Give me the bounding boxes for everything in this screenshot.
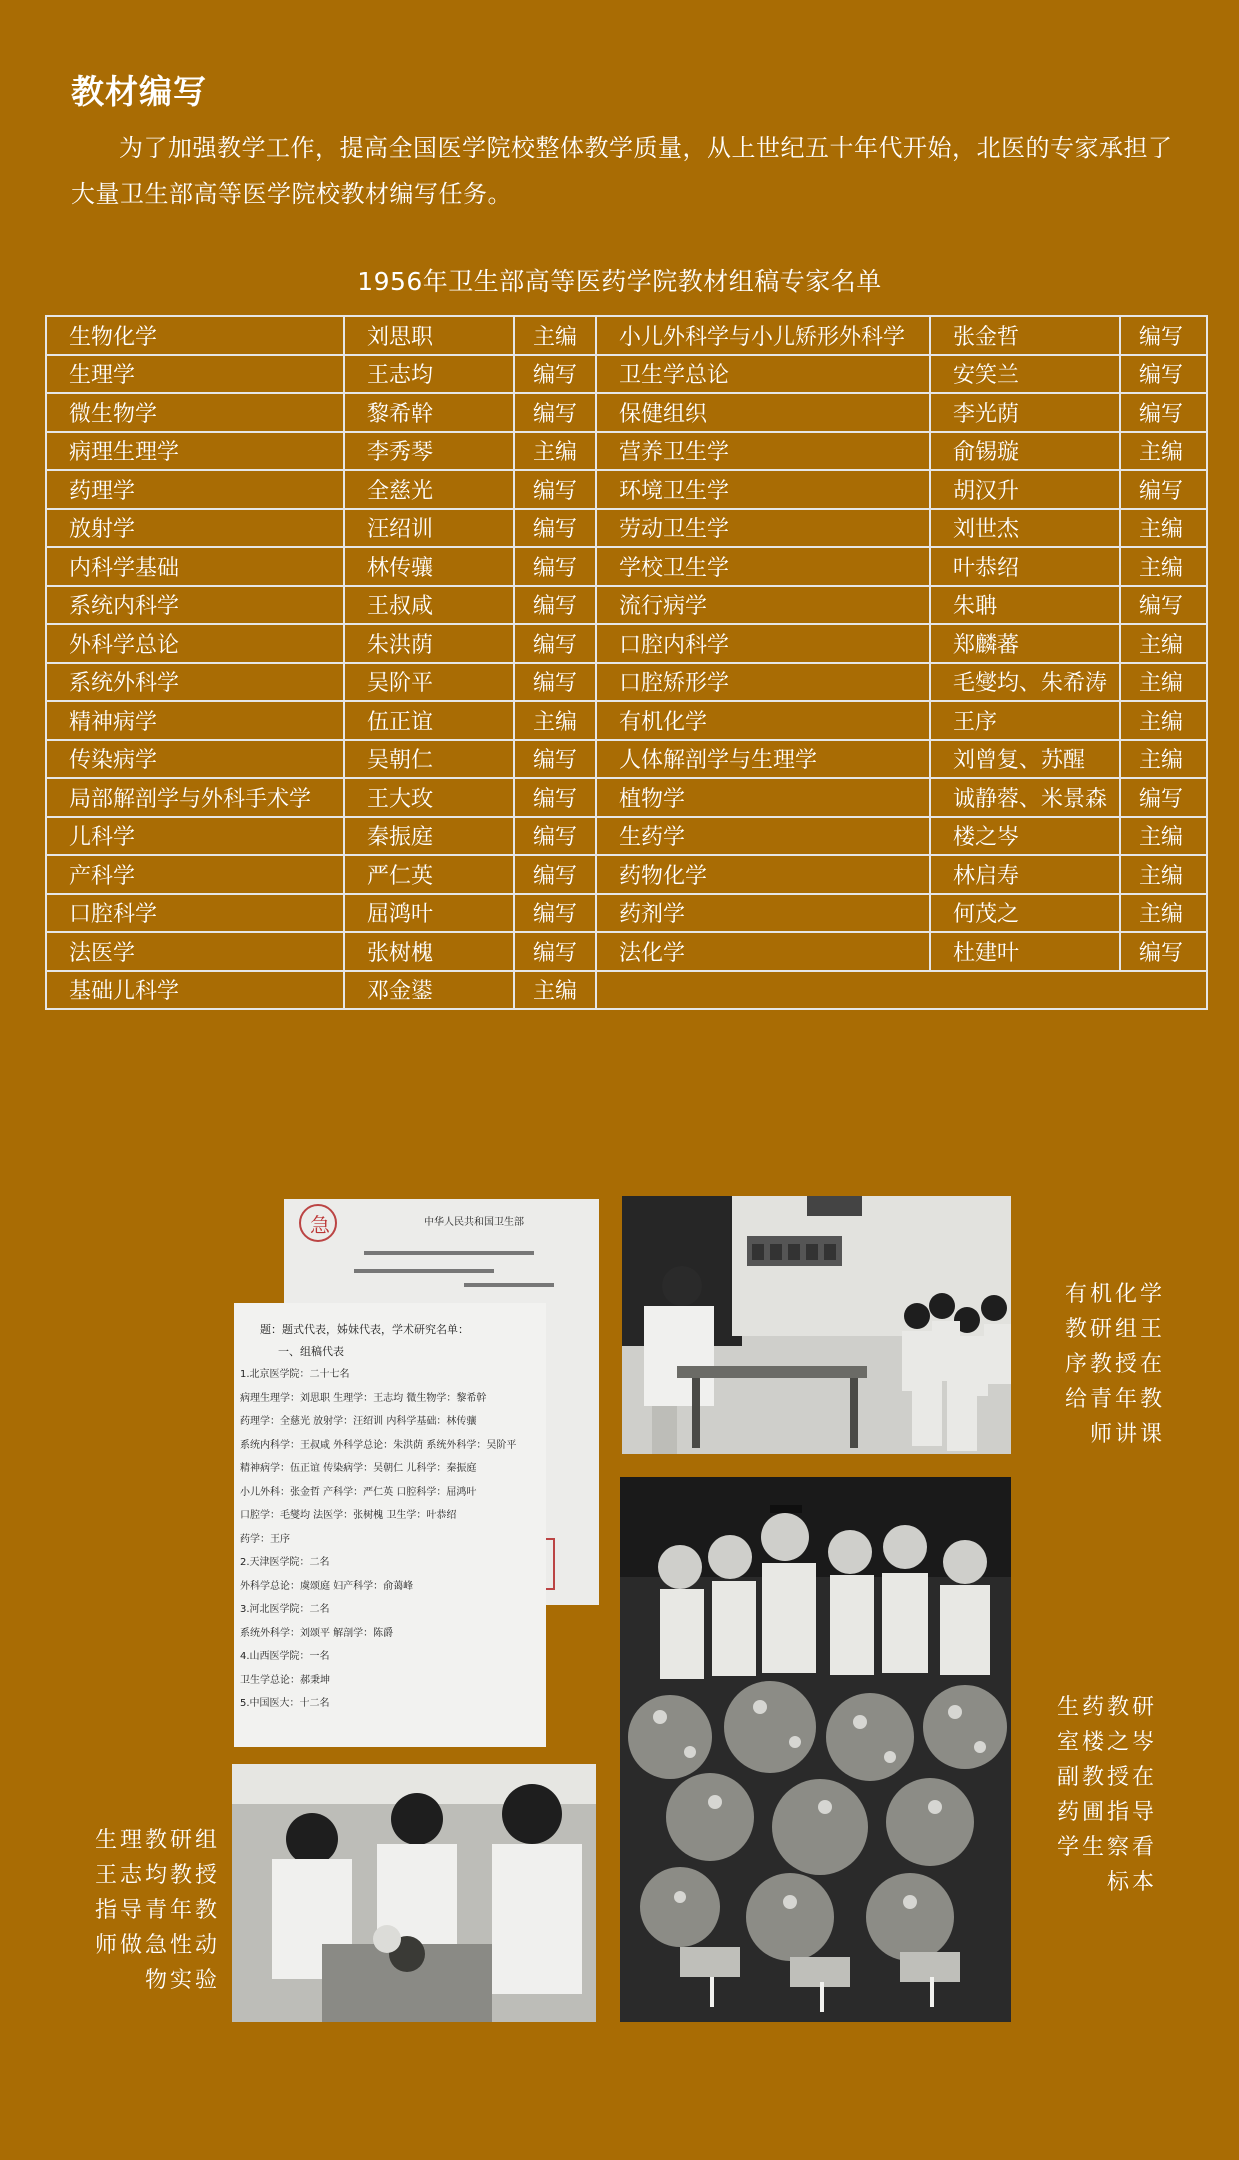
photo-physiology-experiment (232, 1764, 596, 2022)
document-top-line: 中华人民共和国卫生部 (424, 1217, 524, 1228)
cell-role: 主编 (1120, 663, 1207, 702)
table-row (46, 470, 1207, 509)
cell-expert: 叶恭绍 (930, 547, 1120, 586)
table-row (46, 855, 1207, 894)
document-line: 4.山西医学院：一名 (240, 1651, 330, 1662)
cell-role: 主编 (1120, 432, 1207, 471)
cell-role: 主编 (514, 971, 596, 1010)
cell-empty (596, 971, 1207, 1010)
cell-subject: 法化学 (596, 932, 930, 971)
table-row (46, 624, 1207, 663)
cell-subject: 药剂学 (596, 894, 930, 933)
cell-expert: 诚静蓉、米景森 (930, 778, 1120, 817)
document-line: 精神病学：伍正谊 传染病学：吴朝仁 儿科学：秦振庭 (240, 1463, 477, 1474)
document-line: 3.河北医学院：二名 (240, 1604, 330, 1615)
cell-expert: 王大玫 (344, 778, 514, 817)
cell-role: 主编 (514, 701, 596, 740)
cell-role: 编写 (514, 932, 596, 971)
document-section-label: 一、组稿代表 (278, 1345, 344, 1358)
cell-subject: 法医学 (46, 932, 344, 971)
cell-expert: 伍正谊 (344, 701, 514, 740)
cell-subject: 流行病学 (596, 586, 930, 625)
cell-subject: 营养卫生学 (596, 432, 930, 471)
cell-subject: 传染病学 (46, 740, 344, 779)
photo-herb-garden (620, 1477, 1011, 2022)
cell-subject: 生药学 (596, 817, 930, 856)
table-row (46, 663, 1207, 702)
cell-subject: 口腔矫形学 (596, 663, 930, 702)
cell-subject: 基础儿科学 (46, 971, 344, 1010)
cell-expert: 安笑兰 (930, 355, 1120, 394)
cell-expert: 黎希幹 (344, 393, 514, 432)
cell-subject: 病理生理学 (46, 432, 344, 471)
cell-subject: 劳动卫生学 (596, 509, 930, 548)
cell-subject: 系统外科学 (46, 663, 344, 702)
cell-expert: 杜建叶 (930, 932, 1120, 971)
cell-expert: 李光荫 (930, 393, 1120, 432)
document-photo-front (234, 1303, 546, 1747)
caption-organic-chemistry: 有机化学教研组王序教授在给青年教师讲课 (1064, 1282, 1165, 1447)
table-row (46, 393, 1207, 432)
table-title: 1956年卫生部高等医药学院教材组稿专家名单 (357, 267, 882, 296)
cell-role: 编写 (1120, 932, 1207, 971)
cell-expert: 王志均 (344, 355, 514, 394)
cell-role: 主编 (1120, 817, 1207, 856)
cell-role: 主编 (1120, 701, 1207, 740)
cell-subject: 系统内科学 (46, 586, 344, 625)
cell-expert: 吴阶平 (344, 663, 514, 702)
cell-role: 编写 (514, 778, 596, 817)
cell-role: 主编 (1120, 740, 1207, 779)
cell-subject: 生理学 (46, 355, 344, 394)
cell-expert: 刘世杰 (930, 509, 1120, 548)
document-line: 卫生学总论：郝秉坤 (240, 1674, 330, 1686)
cell-expert: 张金哲 (930, 316, 1120, 355)
cell-role: 主编 (1120, 855, 1207, 894)
table-row (46, 547, 1207, 586)
table-row (46, 894, 1207, 933)
caption-physiology: 生理教研组王志均教授指导青年教师做急性动物实验 (94, 1828, 220, 1993)
cell-subject: 内科学基础 (46, 547, 344, 586)
cell-subject: 学校卫生学 (596, 547, 930, 586)
cell-role: 编写 (514, 586, 596, 625)
cell-subject: 放射学 (46, 509, 344, 548)
cell-expert: 朱聃 (930, 586, 1120, 625)
document-line: 2.天津医学院：二名 (240, 1557, 330, 1568)
cell-expert: 郑麟蕃 (930, 624, 1120, 663)
document-line: 药理学：全慈光 放射学：汪绍训 内科学基础：林传骧 (240, 1416, 477, 1427)
cell-expert: 张树槐 (344, 932, 514, 971)
document-lines (240, 1363, 540, 1716)
cell-role: 编写 (1120, 586, 1207, 625)
table-row (46, 932, 1207, 971)
cell-role: 主编 (1120, 547, 1207, 586)
cell-role: 主编 (1120, 894, 1207, 933)
document-line: 小儿外科：张金哲 产科学：严仁英 口腔科学：屈鸿叶 (240, 1486, 477, 1498)
cell-expert: 刘曾复、苏醒 (930, 740, 1120, 779)
cell-expert: 胡汉升 (930, 470, 1120, 509)
cell-expert: 严仁英 (344, 855, 514, 894)
cell-expert: 秦振庭 (344, 817, 514, 856)
cell-subject: 植物学 (596, 778, 930, 817)
cell-role: 编写 (514, 624, 596, 663)
cell-expert: 林启寿 (930, 855, 1120, 894)
document-stamp: 急 (310, 1213, 330, 1237)
cell-subject: 儿科学 (46, 817, 344, 856)
cell-role: 编写 (1120, 355, 1207, 394)
cell-role: 编写 (1120, 470, 1207, 509)
cell-expert: 俞锡璇 (930, 432, 1120, 471)
table-row (46, 586, 1207, 625)
table-row (46, 971, 1207, 1010)
table-row (46, 701, 1207, 740)
photo-lecture (622, 1196, 1011, 1454)
cell-expert: 王序 (930, 701, 1120, 740)
cell-expert: 刘思职 (344, 316, 514, 355)
cell-subject: 环境卫生学 (596, 470, 930, 509)
table-row (46, 778, 1207, 817)
cell-role: 编写 (514, 470, 596, 509)
cell-subject: 药理学 (46, 470, 344, 509)
cell-expert: 全慈光 (344, 470, 514, 509)
cell-subject: 保健组织 (596, 393, 930, 432)
document-line: 外科学总论：虞颂庭 妇产科学：俞蔼峰 (240, 1580, 414, 1592)
cell-subject: 生物化学 (46, 316, 344, 355)
cell-role: 主编 (1120, 509, 1207, 548)
cell-role: 编写 (514, 894, 596, 933)
cell-role: 编写 (1120, 393, 1207, 432)
cell-role: 编写 (514, 855, 596, 894)
cell-role: 编写 (514, 547, 596, 586)
cell-role: 编写 (514, 393, 596, 432)
cell-subject: 口腔科学 (46, 894, 344, 933)
table-row (46, 817, 1207, 856)
cell-expert: 王叔咸 (344, 586, 514, 625)
cell-expert: 朱洪荫 (344, 624, 514, 663)
cell-role: 主编 (514, 432, 596, 471)
cell-role: 编写 (514, 663, 596, 702)
cell-subject: 局部解剖学与外科手术学 (46, 778, 344, 817)
caption-pharmacognosy: 生药教研室楼之岑副教授在药圃指导学生察看标本 (1056, 1695, 1157, 1895)
cell-subject: 有机化学 (596, 701, 930, 740)
cell-subject: 产科学 (46, 855, 344, 894)
cell-subject: 药物化学 (596, 855, 930, 894)
document-line: 药学：王序 (240, 1533, 290, 1545)
cell-subject: 口腔内科学 (596, 624, 930, 663)
roster-body (46, 316, 1207, 1009)
cell-expert: 邓金鍙 (344, 971, 514, 1010)
expert-roster-table (45, 315, 1208, 1010)
cell-expert: 林传骧 (344, 547, 514, 586)
document-line: 口腔学：毛燮均 法医学：张树槐 卫生学：叶恭绍 (240, 1510, 457, 1521)
cell-expert: 楼之岑 (930, 817, 1120, 856)
document-line: 系统内科学：王叔咸 外科学总论：朱洪荫 系统外科学：吴阶平 (240, 1439, 517, 1451)
cell-expert: 毛燮均、朱希涛 (930, 663, 1120, 702)
cell-role: 主编 (514, 316, 596, 355)
document-header: 题：题式代表，姊妹代表，学术研究名单： (260, 1323, 469, 1336)
cell-subject: 小儿外科学与小儿矫形外科学 (596, 316, 930, 355)
table-row (46, 432, 1207, 471)
cell-expert: 吴朝仁 (344, 740, 514, 779)
cell-expert: 李秀琴 (344, 432, 514, 471)
cell-subject: 精神病学 (46, 701, 344, 740)
cell-expert: 屈鸿叶 (344, 894, 514, 933)
cell-role: 编写 (514, 740, 596, 779)
cell-role: 编写 (1120, 778, 1207, 817)
document-line: 1.北京医学院：二十七名 (240, 1369, 350, 1380)
cell-expert: 何茂之 (930, 894, 1120, 933)
document-line: 病理生理学：刘思职 生理学：王志均 微生物学：黎希幹 (240, 1392, 487, 1404)
table-row (46, 316, 1207, 355)
cell-subject: 人体解剖学与生理学 (596, 740, 930, 779)
cell-expert: 汪绍训 (344, 509, 514, 548)
table-row (46, 509, 1207, 548)
cell-role: 编写 (1120, 316, 1207, 355)
cell-role: 编写 (514, 509, 596, 548)
cell-subject: 外科学总论 (46, 624, 344, 663)
table-row (46, 740, 1207, 779)
cell-role: 主编 (1120, 624, 1207, 663)
table-row (46, 355, 1207, 394)
section-heading: 教材编写 (71, 72, 207, 111)
cell-subject: 卫生学总论 (596, 355, 930, 394)
document-line: 5.中国医大：十二名 (240, 1698, 330, 1709)
intro-paragraph: 为了加强教学工作，提高全国医学院校整体教学质量，从上世纪五十年代开始，北医的专家承担了大量卫生部高等医学院校教材编写任务。 (71, 134, 1173, 208)
cell-role: 编写 (514, 817, 596, 856)
cell-subject: 微生物学 (46, 393, 344, 432)
document-line: 系统外科学：刘颂平 解剖学：陈爵 (240, 1627, 394, 1639)
cell-role: 编写 (514, 355, 596, 394)
